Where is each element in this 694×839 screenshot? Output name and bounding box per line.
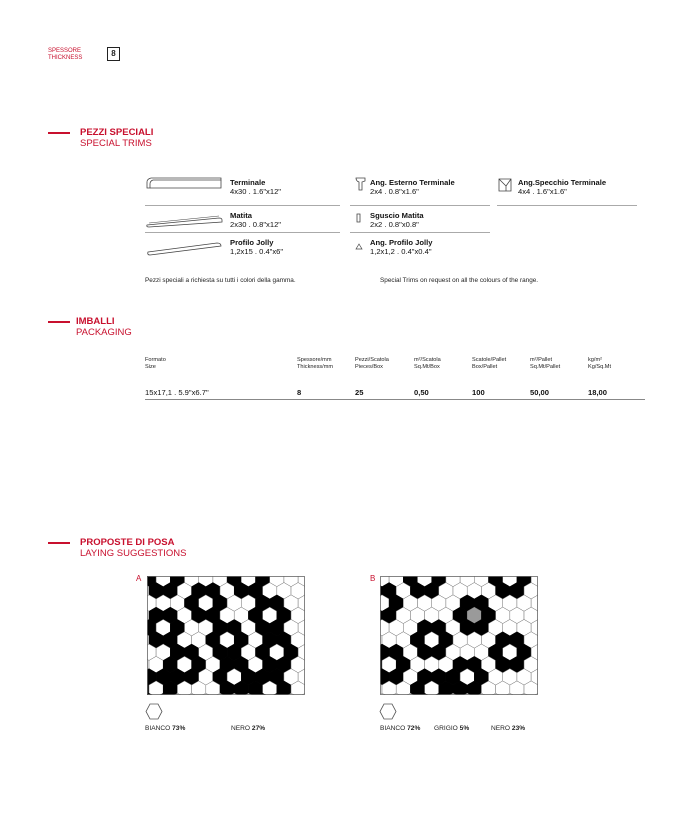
header-thickness: Spessore/mm Thickness/mm: [297, 357, 334, 370]
trim-size: 4x30 . 1.6"x12": [230, 187, 281, 196]
trim-size: 4x4 . 1.6"x1.6": [518, 187, 567, 196]
packaging-title: [76, 316, 132, 338]
trims-note-en: Special Trims on request on all the colours of the range.: [380, 277, 539, 284]
pattern-a: [147, 576, 305, 695]
trim-separator: [497, 205, 637, 206]
legend-a-bianco: BIANCO 73%: [145, 725, 186, 732]
trim-name: Ang. Esterno Terminale: [370, 178, 455, 187]
header-size: Formato Size: [145, 357, 166, 370]
ang-specchio-terminale-icon: [497, 177, 513, 193]
cell-box-pallet: 100: [472, 388, 485, 397]
table-rule: [145, 399, 645, 400]
thickness-label-it: SPESSORE: [48, 48, 82, 54]
trim-name: Profilo Jolly: [230, 238, 274, 247]
cell-size: 15x17,1 . 5.9"x6.7": [145, 388, 209, 397]
trim-size: 2x4 . 0.8"x1.6": [370, 187, 419, 196]
panel-b-label: B: [370, 574, 376, 583]
thickness-label: [48, 48, 82, 62]
trim-terminale: [230, 178, 281, 196]
ang-profilo-jolly-icon: [354, 241, 364, 251]
trim-name: Ang. Profilo Jolly: [370, 238, 433, 247]
header-sqmt-box: m²/Scatola Sq.Mt/Box: [414, 357, 441, 370]
special-trims-title-en: SPECIAL TRIMS: [80, 138, 152, 149]
trim-profilo-jolly: [230, 238, 283, 256]
header-box-pallet: Scatole/Pallet Box/Pallet: [472, 357, 507, 370]
trim-size: 2x30 . 0.8"x12": [230, 220, 281, 229]
thickness-label-en: THICKNESS: [48, 55, 83, 61]
trim-ang-specchio-terminale: [518, 178, 606, 196]
sguscio-matita-icon: [354, 212, 364, 224]
terminale-icon: [145, 176, 225, 192]
matita-icon: [145, 210, 225, 228]
trim-name: Sguscio Matita: [370, 211, 424, 220]
ang-esterno-terminale-icon: [354, 176, 368, 192]
special-trims-title: [80, 127, 153, 149]
header-kg-sqmt: kg/m² Kg/Sq.Mt: [588, 357, 612, 370]
trim-ang-esterno-terminale: [370, 178, 455, 196]
packaging-title-en: PACKAGING: [76, 327, 132, 338]
trim-name: Matita: [230, 211, 252, 220]
trim-name: Terminale: [230, 178, 266, 187]
special-trims-title-it: PEZZI SPECIALI: [80, 127, 154, 138]
trim-separator: [145, 232, 340, 233]
trim-size: 1,2x15 . 0.4"x6": [230, 247, 284, 256]
trim-matita: [230, 211, 281, 229]
header-pieces-box: Pezzi/Scatola Pieces/Box: [355, 357, 389, 370]
trim-separator: [350, 232, 490, 233]
cell-thickness: 8: [297, 388, 302, 397]
trim-separator: [350, 205, 490, 206]
header-sqmt-pallet: m²/Pallet Sq.Mt/Pallet: [530, 357, 561, 370]
legend-b-bianco: BIANCO 72%: [380, 725, 421, 732]
laying-title: [80, 537, 186, 559]
trim-size: 1,2x1,2 . 0.4"x0.4": [370, 247, 432, 256]
laying-title-it: PROPOSTE DI POSA: [80, 537, 175, 548]
trim-ang-profilo-jolly: [370, 238, 432, 256]
trim-sguscio-matita: [370, 211, 424, 229]
pattern-b: [380, 576, 538, 695]
hexagon-icon: [379, 703, 397, 720]
trims-note-it: Pezzi speciali a richiesta su tutti i colori della gamma.: [145, 277, 296, 284]
section-rule: [48, 321, 70, 323]
trim-size: 2x2 . 0.8"x0.8": [370, 220, 419, 229]
thickness-value: 8: [111, 49, 116, 58]
cell-sqmt-box: 0,50: [414, 388, 429, 397]
thickness-icon: [107, 47, 120, 61]
legend-a-nero: NERO 27%: [231, 725, 266, 732]
trim-name: Ang.Specchio Terminale: [518, 178, 607, 187]
trim-separator: [145, 205, 340, 206]
legend-b-nero: NERO 23%: [491, 725, 526, 732]
profilo-jolly-icon: [145, 238, 225, 256]
packaging-title-it: IMBALLI: [76, 316, 115, 327]
laying-title-en: LAYING SUGGESTIONS: [80, 548, 187, 559]
cell-kg-sqmt: 18,00: [588, 388, 608, 397]
section-rule: [48, 542, 70, 544]
hexagon-icon: [145, 703, 163, 720]
legend-b-grigio: GRIGIO 5%: [434, 725, 470, 732]
section-rule: [48, 132, 70, 134]
cell-sqmt-pallet: 50,00: [530, 388, 550, 397]
cell-pieces-box: 25: [355, 388, 364, 397]
panel-a-label: A: [136, 574, 142, 583]
